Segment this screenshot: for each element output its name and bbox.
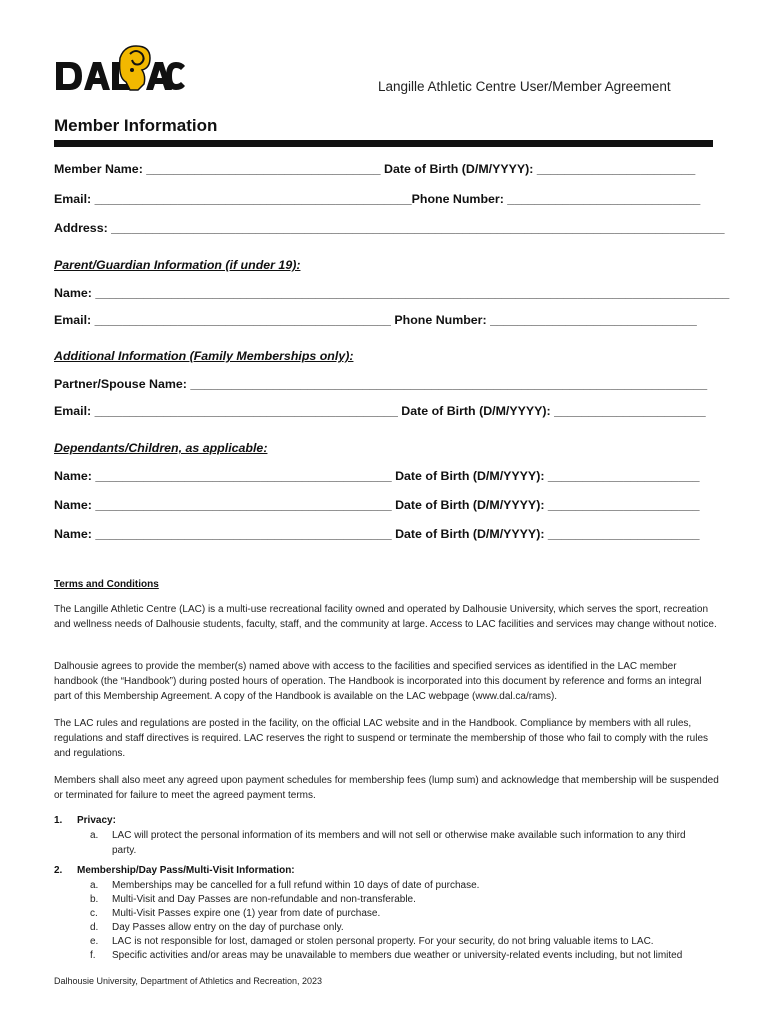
terms-paragraph: The Langille Athletic Centre (LAC) is a multi-use recreational facility owned and operated by Dalhousie University, which serves the sport, recreation and wellness needs of Dalhousie students, faculty, staff, and the community at large. Access to LAC facilities and services may change without notice. [54,604,717,630]
sub-item-text: LAC will protect the personal information of its members and will not sell or otherwise make available such information to any third party. [112,830,686,856]
sub-item-text: Multi-Visit and Day Passes are non-refundable and non-transferable. [112,894,416,905]
sub-item-letter: a. [90,830,99,841]
terms-paragraph: Members shall also meet any agreed upon payment schedules for membership fees (lump sum) and acknowledge that membership will be suspended or terminated for failure to meet the agreed payment terms. [54,775,719,801]
additional-heading: Additional Information (Family Memberships only): [54,349,354,363]
sub-item-letter: b. [90,894,99,905]
sub-item-letter: d. [90,922,99,933]
list-item-title-privacy: Privacy: [77,815,116,826]
section-divider [54,140,713,147]
terms-paragraph: Dalhousie agrees to provide the member(s) named above with access to the facilities and specified services as identified in the LAC member handbook (the “Handbook”) during posted hours of operation. The Handbook is incorporated into this document by reference and forms an integral part of this Membership Agreement. A copy of the Handbook is available on the LAC webpage (www.dal.ca/rams). [54,661,702,702]
ram-logo-icon [54,44,186,92]
sub-item-text: LAC is not responsible for lost, damaged or stolen personal property. For your security, do not bring valuable items to LAC. [112,936,654,947]
member-name-row[interactable]: Member Name: __________________________________ Date of Birth (D/M/YYYY): _______________________ [54,162,696,176]
list-item-number: 2. [54,865,63,876]
dependant-row[interactable]: Name: ___________________________________________ Date of Birth (D/M/YYYY): ______________________ [54,469,700,483]
terms-heading: Terms and Conditions [54,579,159,590]
partner-email-dob-row[interactable]: Email: ____________________________________________ Date of Birth (D/M/YYYY): ______________________ [54,404,706,418]
sub-item-letter: f. [90,950,96,961]
sub-item-text: Specific activities and/or areas may be unavailable to members due weather or university-related events including, but not limited [112,950,683,961]
sub-item-letter: e. [90,936,99,947]
list-item-title-membership: Membership/Day Pass/Multi-Visit Information: [77,865,295,876]
dependant-row[interactable]: Name: ___________________________________________ Date of Birth (D/M/YYYY): ______________________ [54,498,700,512]
sub-item-text: Multi-Visit Passes expire one (1) year from date of purchase. [112,908,381,919]
partner-name-row[interactable]: Partner/Spouse Name: ___________________________________________________________________________ [54,377,708,391]
guardian-name-row[interactable]: Name: ____________________________________________________________________________________________ [54,286,730,300]
sub-item-text: Day Passes allow entry on the day of purchase only. [112,922,344,933]
address-row[interactable]: Address: _________________________________________________________________________________________ [54,221,725,235]
sub-item-text: Memberships may be cancelled for a full refund within 10 days of date of purchase. [112,880,480,891]
guardian-email-phone-row[interactable]: Email: ___________________________________________ Phone Number: ______________________________ [54,313,697,327]
section-title-member-information: Member Information [54,116,218,135]
terms-paragraph: The LAC rules and regulations are posted in the facility, on the official LAC website and in the Handbook. Compliance by members with all rules, regulations and staff directives is required. LAC reserves the right to suspend or terminate the membership of those who fail to comply with the rules and regulations. [54,718,709,759]
email-phone-row[interactable]: Email: ______________________________________________Phone Number: ____________________________ [54,192,701,206]
sub-item-letter: c. [90,908,98,919]
list-item-number: 1. [54,815,63,826]
sub-item-letter: a. [90,880,99,891]
dal-ac-logo [54,44,186,92]
dependant-row[interactable]: Name: ___________________________________________ Date of Birth (D/M/YYYY): ______________________ [54,527,700,541]
dependants-heading: Dependants/Children, as applicable: [54,441,268,455]
guardian-heading: Parent/Guardian Information (if under 19): [54,258,301,272]
page-footer: Dalhousie University, Department of Athletics and Recreation, 2023 [54,976,322,986]
document-title: Langille Athletic Centre User/Member Agreement [378,79,671,94]
